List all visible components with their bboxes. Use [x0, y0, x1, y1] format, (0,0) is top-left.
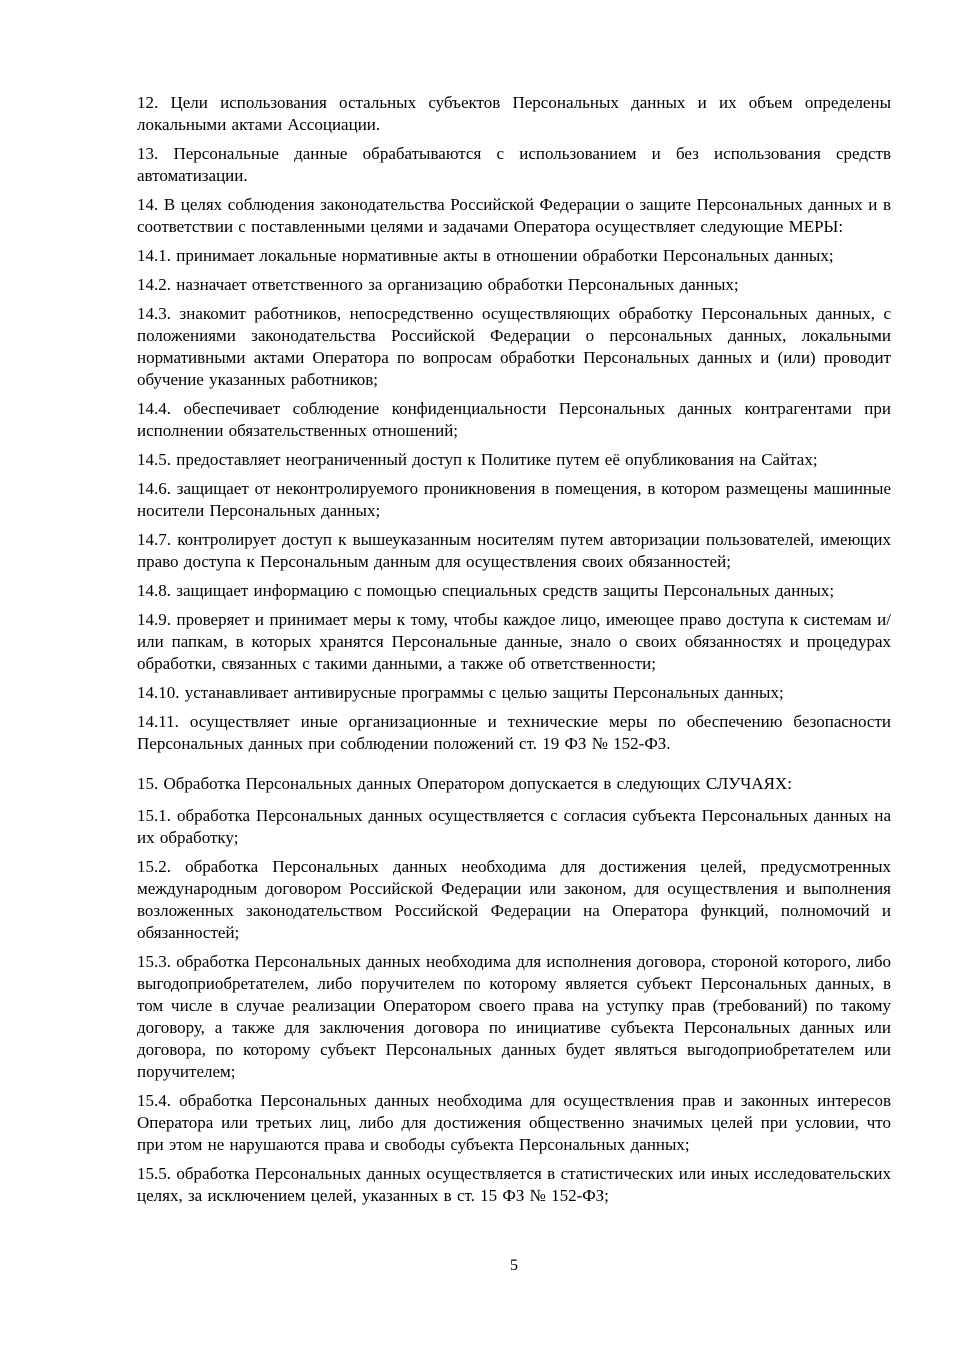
paragraph-14-1: 14.1. принимает локальные нормативные акты в отношении обработки Персональных данных;	[137, 246, 834, 265]
paragraph-15-1: 15.1. обработка Персональных данных осуществляется с согласия субъекта Персональных данных на их обработку;	[137, 806, 891, 847]
paragraph-15-5: 15.5. обработка Персональных данных осуществляется в статистических или иных исследовательских целях, за исключением целей, указанных в ст. 15 ФЗ № 152-ФЗ;	[137, 1164, 891, 1205]
paragraph-14-10: 14.10. устанавливает антивирусные программы с целью защиты Персональных данных;	[137, 683, 784, 702]
paragraph-15-2: 15.2. обработка Персональных данных необходима для достижения целей, предусмотренных международным договором Российской Федерации или законом, для осуществления и выполнения возложенных законодательством Российской Федерации на Оператора функций, полномочий и обязанностей;	[137, 857, 891, 942]
paragraph-14-4: 14.4. обеспечивает соблюдение конфиденциальности Персональных данных контрагентами при исполнении обязательственных отношений;	[137, 399, 891, 440]
paragraph-14: 14. В целях соблюдения законодательства Российской Федерации о защите Персональных данных и в соответствии с поставленными целями и задачами Оператора осуществляет следующие МЕРЫ:	[137, 195, 891, 236]
paragraph-14-11: 14.11. осуществляет иные организационные и технические меры по обеспечению безопасности Персональных данных при соблюдении положений ст. 19 ФЗ № 152-ФЗ.	[137, 712, 891, 753]
paragraph-14-7: 14.7. контролирует доступ к вышеуказанным носителям путем авторизации пользователей, имеющих право доступа к Персональным данным для осуществления своих обязанностей;	[137, 530, 891, 571]
paragraph-12: 12. Цели использования остальных субъектов Персональных данных и их объем определены локальными актами Ассоциации.	[137, 93, 891, 134]
paragraph-15: 15. Обработка Персональных данных Оператором допускается в следующих СЛУЧАЯХ:	[137, 774, 792, 793]
paragraph-14-9: 14.9. проверяет и принимает меры к тому, чтобы каждое лицо, имеющее право доступа к системам и/или папкам, в которых хранятся Персональные данные, знало о своих обязанностях и процедурах обработки, связанных с такими данными, а также об ответственности;	[137, 610, 891, 673]
paragraph-14-8: 14.8. защищает информацию с помощью специальных средств защиты Персональных данных;	[137, 581, 835, 600]
paragraph-13: 13. Персональные данные обрабатываются с использованием и без использования средств автоматизации.	[137, 144, 891, 185]
paragraph-14-5: 14.5. предоставляет неограниченный доступ к Политике путем её опубликования на Сайтах;	[137, 450, 818, 469]
page-number: 5	[510, 1257, 518, 1274]
paragraph-15-4: 15.4. обработка Персональных данных необходима для осуществления прав и законных интересов Оператора или третьих лиц, либо для достижения общественно значимых целей при условии, что при этом не нарушаются права и свободы субъекта Персональных данных;	[137, 1091, 891, 1154]
paragraph-14-2: 14.2. назначает ответственного за организацию обработки Персональных данных;	[137, 275, 739, 294]
paragraph-14-3: 14.3. знакомит работников, непосредственно осуществляющих обработку Персональных данных, с положениями законодательства Российской Федерации о персональных данных, локальными нормативными актами Оператора по вопросам обработки Персональных данных и (или) проводит обучение указанных работников;	[137, 304, 891, 389]
paragraph-14-6: 14.6. защищает от неконтролируемого проникновения в помещения, в котором размещены машинные носители Персональных данных;	[137, 479, 891, 520]
paragraph-15-3: 15.3. обработка Персональных данных необходима для исполнения договора, стороной которого, либо выгодоприобретателем, либо поручителем по которому является субъект Персональных данных, в том числе в случае реализации Оператором своего права на уступку прав (требований) по такому договору, а также для заключения договора по инициативе субъекта Персональных данных или договора, по которому субъект Персональных данных будет являться выгодоприобретателем или поручителем;	[137, 952, 891, 1081]
